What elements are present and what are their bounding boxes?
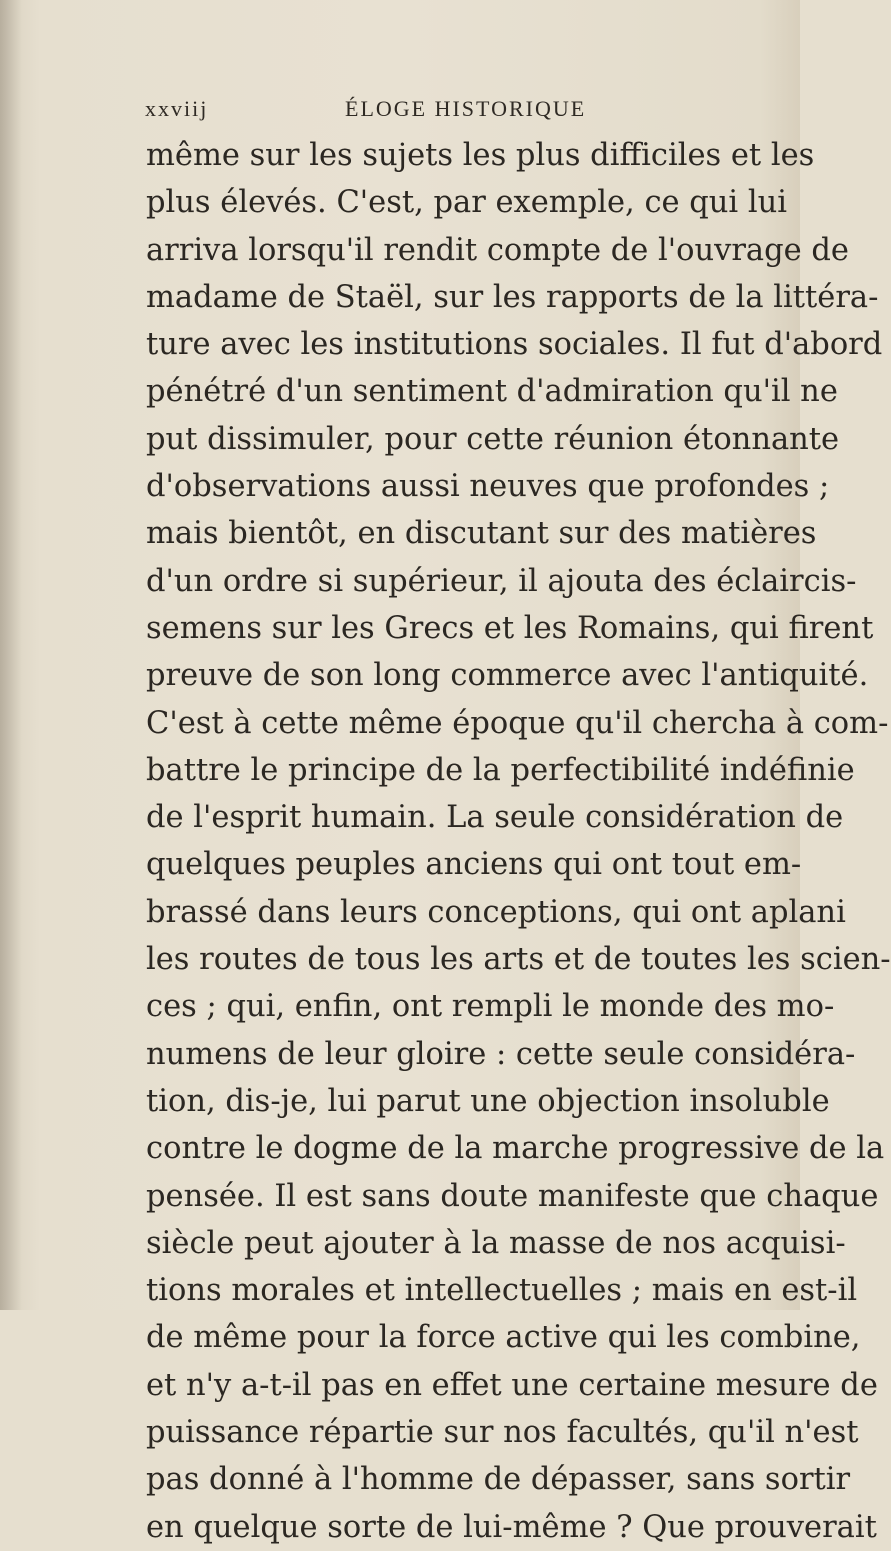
text-line: arriva lorsqu'il rendit compte de l'ouvrage de bbox=[146, 232, 849, 268]
text-line: brassé dans leurs conceptions, qui ont aplani bbox=[146, 894, 846, 930]
text-line: plus élevés. C'est, par exemple, ce qui lui bbox=[146, 185, 788, 221]
page-gutter-shadow bbox=[0, 0, 22, 1310]
page-header bbox=[145, 96, 705, 126]
text-line: preuve de son long commerce avec l'antiquité. bbox=[146, 658, 869, 694]
text-line: pénétré d'un sentiment d'admiration qu'il ne bbox=[146, 374, 838, 410]
text-line: contre le dogme de la marche progressive de la bbox=[146, 1131, 885, 1167]
text-line: quelques peuples anciens qui ont tout em- bbox=[146, 847, 802, 883]
text-line: put dissimuler, pour cette réunion étonnante bbox=[146, 421, 840, 457]
running-head: ÉLOGE HISTORIQUE bbox=[345, 96, 587, 121]
text-line: d'observations aussi neuves que profondes ; bbox=[146, 469, 830, 505]
text-line: même sur les sujets les plus difficiles et les bbox=[146, 138, 815, 173]
text-line: pas donné à l'homme de dépasser, sans sortir bbox=[146, 1462, 851, 1498]
text-line: et n'y a-t-il pas en effet une certaine mesure de bbox=[146, 1367, 878, 1403]
text-line: semens sur les Grecs et les Romains, qui firent bbox=[146, 610, 874, 646]
text-line: de l'esprit humain. La seule considération de bbox=[146, 800, 844, 836]
text-line: battre le principe de la perfectibilité indéfinie bbox=[146, 752, 855, 788]
text-line: tion, dis-je, lui parut une objection insoluble bbox=[146, 1083, 830, 1119]
text-line: de même pour la force active qui les combine, bbox=[146, 1320, 861, 1356]
text-line: numens de leur gloire : cette seule considéra- bbox=[146, 1036, 856, 1072]
text-line: ture avec les institutions sociales. Il fut d'abord bbox=[146, 327, 883, 363]
text-line: mais bientôt, en discutant sur des matières bbox=[146, 516, 817, 552]
text-line: d'un ordre si supérieur, il ajouta des éclaircis- bbox=[146, 563, 857, 599]
text-line: C'est à cette même époque qu'il chercha à com- bbox=[146, 705, 889, 741]
text-line: en quelque sorte de lui-même ? Que prouverait bbox=[146, 1509, 877, 1545]
text-line: les routes de tous les arts et de toutes les scien- bbox=[146, 942, 891, 978]
text-line: pensée. Il est sans doute manifeste que chaque bbox=[146, 1178, 879, 1214]
text-line: tions morales et intellectuelles ; mais en est-il bbox=[146, 1273, 858, 1309]
text-line: madame de Staël, sur les rapports de la littéra- bbox=[146, 279, 879, 315]
text-line: puissance répartie sur nos facultés, qu'il n'est bbox=[146, 1415, 859, 1451]
text-line: ces ; qui, enfin, ont rempli le monde des mo- bbox=[146, 989, 835, 1025]
text-line: siècle peut ajouter à la masse de nos acquisi- bbox=[146, 1225, 846, 1261]
body-text bbox=[146, 132, 891, 1551]
page-number: xxviij bbox=[145, 96, 209, 121]
